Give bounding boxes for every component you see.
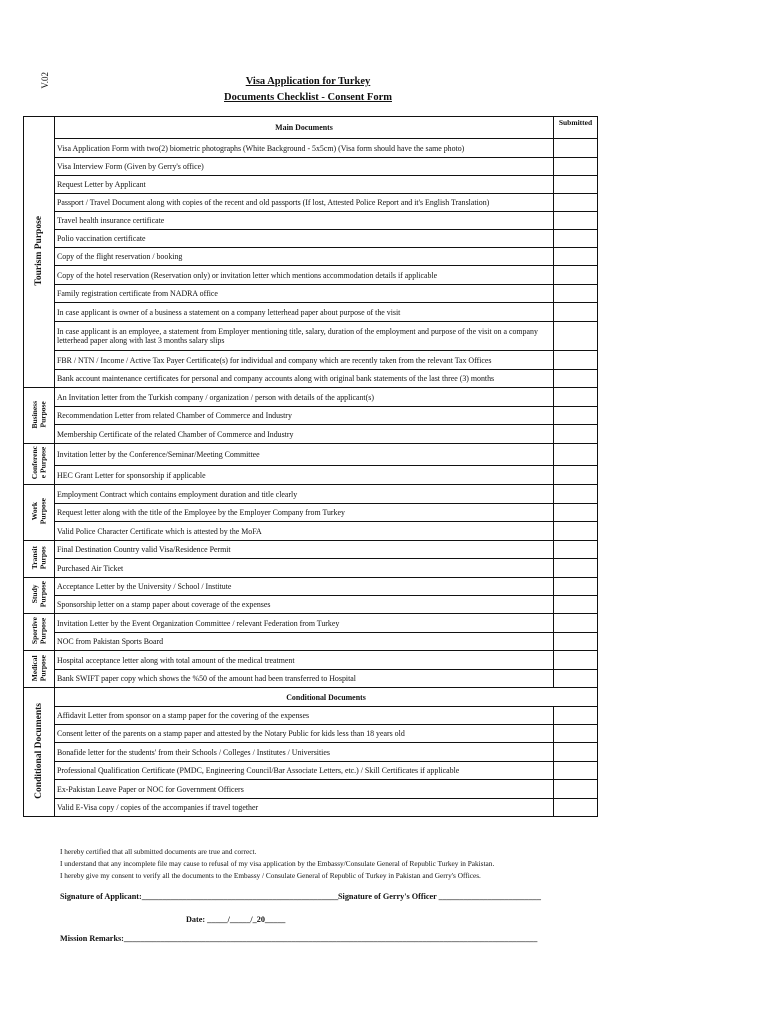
- group-label-cell: [24, 688, 55, 817]
- checklist-row: [24, 285, 598, 303]
- checklist-row: [24, 504, 598, 522]
- group-label-cell: [24, 578, 55, 614]
- submitted-checkbox[interactable]: [554, 670, 598, 688]
- checklist-row: [24, 466, 598, 485]
- submitted-checkbox[interactable]: [554, 370, 598, 388]
- checklist-row: [24, 614, 598, 633]
- submitted-checkbox[interactable]: [554, 762, 598, 780]
- group-label-cell: [24, 444, 55, 485]
- checklist-row: [24, 596, 598, 614]
- group-label: Conditional Documents: [33, 703, 44, 799]
- checklist-row: [24, 176, 598, 194]
- submitted-checkbox[interactable]: [554, 799, 598, 817]
- checklist-row: [24, 230, 598, 248]
- checklist-row: [24, 743, 598, 762]
- checklist-row: [24, 762, 598, 780]
- group-label-cell: [24, 541, 55, 578]
- checklist-row: [24, 407, 598, 425]
- submitted-checkbox[interactable]: [554, 194, 598, 212]
- documents-checklist-table: [23, 116, 598, 817]
- document-item: Passport / Travel Document along with copies of the recent and old passports (If lost, Attested Police Report and it's English Translation): [55, 194, 554, 212]
- document-item: Request letter along with the title of the Employee by the Employer Company from Turkey: [55, 504, 554, 522]
- submitted-checkbox[interactable]: [554, 522, 598, 541]
- form-version: V.02: [40, 72, 50, 89]
- document-item: Affidavit Letter from sponsor on a stamp paper for the covering of the expenses: [55, 707, 554, 725]
- checklist-row: [24, 780, 598, 799]
- document-item: Employment Contract which contains employment duration and title clearly: [55, 485, 554, 504]
- submitted-checkbox[interactable]: [554, 248, 598, 266]
- submitted-checkbox[interactable]: [554, 743, 598, 762]
- submitted-checkbox[interactable]: [554, 541, 598, 559]
- group-label-cell: [24, 614, 55, 651]
- submitted-checkbox[interactable]: [554, 633, 598, 651]
- submitted-checkbox[interactable]: [554, 407, 598, 425]
- form-subtitle: Documents Checklist - Consent Form: [224, 92, 392, 103]
- checklist-row: [24, 351, 598, 370]
- checklist-row: [24, 370, 598, 388]
- document-item: Visa Interview Form (Given by Gerry's office): [55, 158, 554, 176]
- document-item: Valid E-Visa copy / copies of the accompanies if travel together: [55, 799, 554, 817]
- checklist-row: [24, 633, 598, 651]
- group-label: Sportive Purpose: [29, 617, 47, 645]
- declaration-line: I understand that any incomplete file may cause to refusal of my visa application by the Embassy/Consulate General of Republic Turkey in Pakistan.: [60, 859, 495, 868]
- group-label-cell: [24, 117, 55, 388]
- checklist-row: [24, 158, 598, 176]
- checklist-row: [24, 707, 598, 725]
- submitted-checkbox[interactable]: [554, 388, 598, 407]
- group-label-cell: [24, 388, 55, 444]
- document-item: Purchased Air Ticket: [55, 559, 554, 578]
- submitted-checkbox[interactable]: [554, 425, 598, 444]
- checklist-row: [24, 194, 598, 212]
- submitted-checkbox[interactable]: [554, 725, 598, 743]
- checklist-row: [24, 578, 598, 596]
- date-line[interactable]: Date: _____/_____/_20_____: [186, 915, 286, 924]
- submitted-checkbox[interactable]: [554, 158, 598, 176]
- declaration-line: I hereby certified that all submitted documents are true and correct.: [60, 847, 257, 856]
- checklist-row: [24, 559, 598, 578]
- document-item: In case applicant is an employee, a statement from Employer mentioning title, salary, duration of the employment and purpose of the visit on a company letterhead paper along with last 3 months salary slips: [55, 322, 554, 351]
- document-item: Copy of the hotel reservation (Reservation only) or invitation letter which mentions accommodation details if applicable: [55, 266, 554, 285]
- declarations: [60, 846, 494, 882]
- checklist-row: [24, 485, 598, 504]
- group-label: Study Purpose: [29, 581, 47, 608]
- submitted-checkbox[interactable]: [554, 444, 598, 466]
- document-item: Hospital acceptance letter along with total amount of the medical treatment: [55, 651, 554, 670]
- group-label: Conferenc e Purpose: [29, 446, 47, 480]
- submitted-checkbox[interactable]: [554, 212, 598, 230]
- form-title: Visa Application for Turkey: [245, 76, 371, 87]
- document-item: Consent letter of the parents on a stamp paper and attested by the Notary Public for kids less than 18 years old: [55, 725, 554, 743]
- document-item: Travel health insurance certificate: [55, 212, 554, 230]
- submitted-checkbox[interactable]: [554, 596, 598, 614]
- submitted-checkbox[interactable]: [554, 266, 598, 285]
- group-label: Medical Purpose: [29, 654, 47, 682]
- document-item: Bonafide letter for the students' from their Schools / Colleges / Institutes / Universities: [55, 743, 554, 762]
- submitted-checkbox[interactable]: [554, 614, 598, 633]
- submitted-checkbox[interactable]: [554, 707, 598, 725]
- submitted-header: Submitted: [554, 117, 598, 139]
- checklist-row: [24, 248, 598, 266]
- document-item: Copy of the flight reservation / booking: [55, 248, 554, 266]
- group-label: Business Purpose: [29, 400, 47, 429]
- checklist-row: [24, 266, 598, 285]
- checklist-row: [24, 799, 598, 817]
- document-item: Polio vaccination certificate: [55, 230, 554, 248]
- document-item: Valid Police Character Certificate which is attested by the MoFA: [55, 522, 554, 541]
- group-label: Transit Purpos: [29, 546, 47, 570]
- document-item: NOC from Pakistan Sports Board: [55, 633, 554, 651]
- group-label: Work Purpose: [29, 498, 47, 525]
- checklist-row: [24, 670, 598, 688]
- document-item: Bank SWIFT paper copy which shows the %50 of the amount had been transferred to Hospital: [55, 670, 554, 688]
- document-item: Sponsorship letter on a stamp paper about coverage of the expenses: [55, 596, 554, 614]
- document-item: HEC Grant Letter for sponsorship if applicable: [55, 466, 554, 485]
- document-item: Invitation letter by the Conference/Seminar/Meeting Committee: [55, 444, 554, 466]
- document-item: Ex-Pakistan Leave Paper or NOC for Government Officers: [55, 780, 554, 799]
- submitted-checkbox[interactable]: [554, 230, 598, 248]
- submitted-checkbox[interactable]: [554, 651, 598, 670]
- conditional-documents-header: Conditional Documents: [55, 688, 598, 707]
- group-label-cell: [24, 485, 55, 541]
- checklist-row: [24, 522, 598, 541]
- submitted-checkbox[interactable]: [554, 578, 598, 596]
- submitted-checkbox[interactable]: [554, 485, 598, 504]
- checklist-row: [24, 322, 598, 351]
- document-item: Bank account maintenance certificates for personal and company accounts along with original bank statements of the last three (3) months: [55, 370, 554, 388]
- checklist-row: [24, 212, 598, 230]
- checklist-row: [24, 651, 598, 670]
- document-item: Final Destination Country valid Visa/Residence Permit: [55, 541, 554, 559]
- officer-signature-line[interactable]: Signature of Gerry's Officer _________________________: [338, 892, 541, 901]
- document-item: FBR / NTN / Income / Active Tax Payer Certificate(s) for individual and company which are recently taken from the relevant Tax Offices: [55, 351, 554, 370]
- conditional-header-row: [24, 688, 598, 707]
- checklist-row: [24, 303, 598, 322]
- document-item: Recommendation Letter from related Chamber of Commerce and Industry: [55, 407, 554, 425]
- applicant-signature-line[interactable]: Signature of Applicant:________________________________________________: [60, 892, 339, 901]
- checklist-row: [24, 425, 598, 444]
- group-label-cell: [24, 651, 55, 688]
- submitted-checkbox[interactable]: [554, 303, 598, 322]
- checklist-row: [24, 139, 598, 158]
- document-item: In case applicant is owner of a business a statement on a company letterhead paper about purpose of the visit: [55, 303, 554, 322]
- group-label: Tourism Purpose: [33, 216, 44, 286]
- main-documents-header: Main Documents: [55, 117, 554, 139]
- document-item: An Invitation letter from the Turkish company / organization / person with details of the applicant(s): [55, 388, 554, 407]
- submitted-checkbox[interactable]: [554, 780, 598, 799]
- submitted-checkbox[interactable]: [554, 176, 598, 194]
- checklist-row: [24, 388, 598, 407]
- mission-remarks-line[interactable]: Mission Remarks:_____________________________________________________________________________________________________: [60, 934, 538, 943]
- submitted-checkbox[interactable]: [554, 285, 598, 303]
- checklist-row: [24, 541, 598, 559]
- document-item: Visa Application Form with two(2) biometric photographs (White Background - 5x5cm) (Visa form should have the same photo): [55, 139, 554, 158]
- checklist-row: [24, 725, 598, 743]
- submitted-checkbox[interactable]: [554, 322, 598, 351]
- submitted-checkbox[interactable]: [554, 504, 598, 522]
- document-item: Acceptance Letter by the University / School / Institute: [55, 578, 554, 596]
- document-item: Request Letter by Applicant: [55, 176, 554, 194]
- document-item: Professional Qualification Certificate (PMDC, Engineering Council/Bar Associate Letters, etc.) / Skill Certificates if applicable: [55, 762, 554, 780]
- document-item: Family registration certificate from NADRA office: [55, 285, 554, 303]
- submitted-checkbox[interactable]: [554, 351, 598, 370]
- checklist-row: [24, 444, 598, 466]
- document-item: Invitation Letter by the Event Organization Committee / relevant Federation from Turkey: [55, 614, 554, 633]
- document-item: Membership Certificate of the related Chamber of Commerce and Industry: [55, 425, 554, 444]
- submitted-checkbox[interactable]: [554, 139, 598, 158]
- submitted-checkbox[interactable]: [554, 466, 598, 485]
- table-header-row: [24, 117, 598, 139]
- declaration-line: I hereby give my consent to verify all the documents to the Embassy / Consulate General of Republic of Turkey in Pakistan and Gerry's Offices.: [60, 871, 481, 880]
- submitted-checkbox[interactable]: [554, 559, 598, 578]
